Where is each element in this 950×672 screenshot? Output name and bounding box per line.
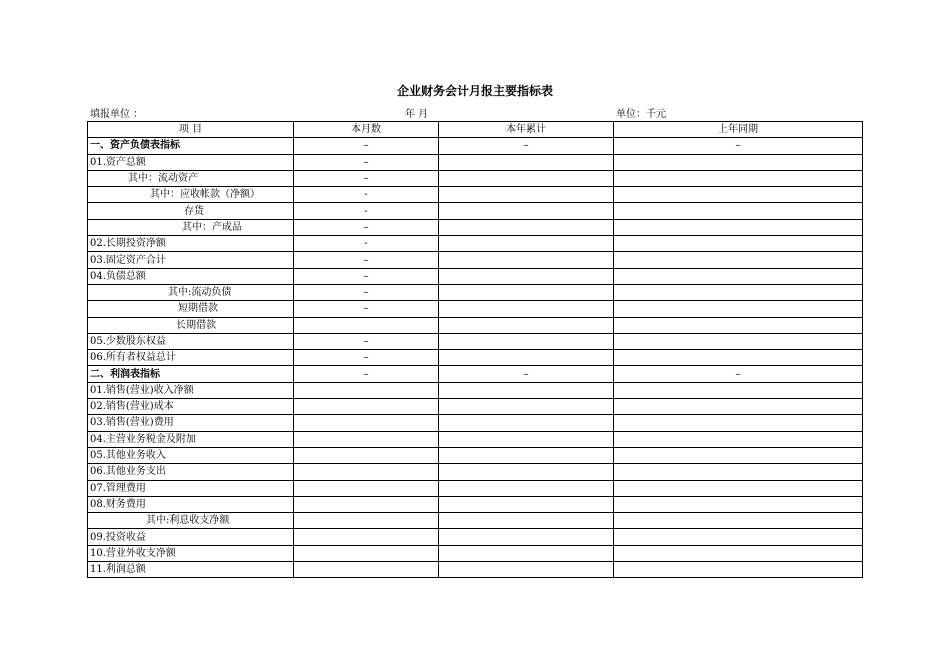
cell-monthly[interactable]: [294, 447, 439, 463]
table-row: [88, 170, 863, 186]
cell-prior[interactable]: [614, 236, 863, 252]
cell-monthly[interactable]: –: [294, 154, 439, 170]
table-row: [88, 529, 863, 545]
row-label[interactable]: 03.销售(营业)费用: [88, 415, 294, 431]
cell-prior[interactable]: [614, 513, 863, 529]
row-label[interactable]: 04.负债总额: [88, 268, 294, 284]
row-label[interactable]: 05.其他业务收入: [88, 447, 294, 463]
table-row: [88, 399, 863, 415]
cell-ytd[interactable]: [439, 431, 614, 447]
row-label[interactable]: 长期借款: [88, 317, 294, 333]
cell-monthly[interactable]: [294, 431, 439, 447]
cell-ytd[interactable]: [439, 301, 614, 317]
row-label[interactable]: 01.资产总额: [88, 154, 294, 170]
cell-ytd[interactable]: [439, 350, 614, 366]
cell-monthly[interactable]: [294, 496, 439, 512]
table-row: [88, 301, 863, 317]
row-label[interactable]: 04.主营业务税金及附加: [88, 431, 294, 447]
cell-prior[interactable]: [614, 333, 863, 349]
table-row: [88, 464, 863, 480]
table-row: [88, 496, 863, 512]
cell-prior[interactable]: [614, 170, 863, 186]
cell-prior[interactable]: [614, 415, 863, 431]
row-label[interactable]: 01.销售(营业)收入净额: [88, 382, 294, 398]
row-label[interactable]: 短期借款: [88, 301, 294, 317]
cell-prior[interactable]: [614, 350, 863, 366]
cell-prior[interactable]: [614, 562, 863, 578]
cell-monthly[interactable]: [294, 399, 439, 415]
table-row: [88, 480, 863, 496]
row-label[interactable]: 02.销售(营业)成本: [88, 399, 294, 415]
table-row: [88, 415, 863, 431]
cell-ytd[interactable]: [439, 284, 614, 300]
table-row: [88, 252, 863, 268]
cell-ytd[interactable]: [439, 154, 614, 170]
cell-ytd[interactable]: [439, 562, 614, 578]
cell-prior[interactable]: [614, 496, 863, 512]
row-label[interactable]: 二、利润表指标: [88, 366, 294, 382]
cell-monthly[interactable]: –: [294, 252, 439, 268]
cell-monthly[interactable]: [294, 529, 439, 545]
row-label[interactable]: 其中:流动负债: [88, 284, 294, 300]
row-label[interactable]: 06.所有者权益总计: [88, 350, 294, 366]
cell-ytd[interactable]: [439, 496, 614, 512]
cell-monthly[interactable]: [294, 513, 439, 529]
cell-prior[interactable]: –: [614, 138, 863, 154]
row-label[interactable]: 06.其他业务支出: [88, 464, 294, 480]
cell-prior[interactable]: [614, 431, 863, 447]
cell-prior[interactable]: [614, 464, 863, 480]
report-title: 企业财务会计月报主要指标表: [396, 84, 553, 98]
cell-prior[interactable]: [614, 301, 863, 317]
cell-prior[interactable]: [614, 154, 863, 170]
cell-ytd[interactable]: –: [439, 366, 614, 382]
cell-ytd[interactable]: [439, 529, 614, 545]
row-label[interactable]: 其中：流动资产: [88, 170, 294, 186]
cell-monthly[interactable]: –: [294, 284, 439, 300]
table-row: [88, 513, 863, 529]
row-label[interactable]: 08.财务费用: [88, 496, 294, 512]
cell-ytd[interactable]: [439, 399, 614, 415]
cell-ytd[interactable]: –: [439, 138, 614, 154]
row-label[interactable]: 11.利润总额: [88, 562, 294, 578]
cell-prior[interactable]: [614, 399, 863, 415]
cell-monthly[interactable]: –: [294, 333, 439, 349]
cell-monthly[interactable]: –: [294, 301, 439, 317]
cell-monthly[interactable]: -: [294, 236, 439, 252]
cell-ytd[interactable]: [439, 187, 614, 203]
cell-monthly[interactable]: -: [294, 203, 439, 219]
row-label[interactable]: 10.营业外收支净额: [88, 545, 294, 561]
row-label[interactable]: 一、资产负债表指标: [88, 138, 294, 154]
cell-ytd[interactable]: [439, 415, 614, 431]
cell-prior[interactable]: [614, 187, 863, 203]
row-label[interactable]: 其中：应收帐款（净额）: [88, 187, 294, 203]
cell-monthly[interactable]: [294, 562, 439, 578]
cell-monthly[interactable]: [294, 415, 439, 431]
table-row: [88, 545, 863, 561]
cell-ytd[interactable]: [439, 203, 614, 219]
cell-prior[interactable]: [614, 252, 863, 268]
table-row: [88, 431, 863, 447]
cell-monthly[interactable]: –: [294, 366, 439, 382]
table-row: [88, 366, 863, 382]
cell-ytd[interactable]: [439, 464, 614, 480]
column-header-prior-year: 上年同期: [614, 122, 863, 138]
cell-monthly[interactable]: [294, 382, 439, 398]
table-row: [88, 219, 863, 235]
table-row: [88, 268, 863, 284]
table-row: [88, 138, 863, 154]
column-header-item: 项 目: [88, 122, 294, 138]
table-row: [88, 187, 863, 203]
cell-prior[interactable]: [614, 480, 863, 496]
table-row: [88, 317, 863, 333]
row-label[interactable]: 03.固定资产合计: [88, 252, 294, 268]
column-header-monthly: 本月数: [294, 122, 439, 138]
table-row: [88, 350, 863, 366]
cell-prior[interactable]: [614, 203, 863, 219]
table-row: [88, 562, 863, 578]
table-row: [88, 203, 863, 219]
table-row: [88, 236, 863, 252]
table-row: [88, 284, 863, 300]
fill-unit-label: 填报单位 ：: [90, 109, 144, 120]
currency-unit-label: 单位：千元: [616, 109, 666, 120]
column-header-ytd: 本年累计: [439, 122, 614, 138]
cell-monthly[interactable]: –: [294, 219, 439, 235]
row-label[interactable]: 02.长期投资净额: [88, 236, 294, 252]
cell-monthly[interactable]: [294, 317, 439, 333]
cell-monthly[interactable]: –: [294, 350, 439, 366]
row-label[interactable]: 09.投资收益: [88, 529, 294, 545]
row-label[interactable]: 07.管理费用: [88, 480, 294, 496]
row-label[interactable]: 其中:利息收支净额: [88, 513, 294, 529]
table-row: [88, 333, 863, 349]
cell-ytd[interactable]: [439, 268, 614, 284]
cell-prior[interactable]: [614, 284, 863, 300]
table-header-row: [88, 122, 863, 138]
cell-prior[interactable]: –: [614, 366, 863, 382]
cell-ytd[interactable]: [439, 252, 614, 268]
cell-prior[interactable]: [614, 268, 863, 284]
row-label[interactable]: 其中：产成品: [88, 219, 294, 235]
cell-monthly[interactable]: –: [294, 170, 439, 186]
cell-monthly[interactable]: [294, 480, 439, 496]
cell-monthly[interactable]: –: [294, 138, 439, 154]
cell-ytd[interactable]: [439, 219, 614, 235]
cell-prior[interactable]: [614, 219, 863, 235]
cell-ytd[interactable]: [439, 236, 614, 252]
cell-prior[interactable]: [614, 382, 863, 398]
cell-prior[interactable]: [614, 317, 863, 333]
cell-ytd[interactable]: [439, 447, 614, 463]
table-row: [88, 382, 863, 398]
cell-ytd[interactable]: [439, 480, 614, 496]
cell-prior[interactable]: [614, 545, 863, 561]
cell-ytd[interactable]: [439, 317, 614, 333]
row-label[interactable]: 05.少数股东权益: [88, 333, 294, 349]
cell-ytd[interactable]: [439, 382, 614, 398]
cell-prior[interactable]: [614, 529, 863, 545]
cell-ytd[interactable]: [439, 333, 614, 349]
cell-prior[interactable]: [614, 447, 863, 463]
cell-monthly[interactable]: –: [294, 268, 439, 284]
cell-monthly[interactable]: [294, 545, 439, 561]
cell-ytd[interactable]: [439, 170, 614, 186]
indicator-table: [87, 121, 863, 578]
cell-monthly[interactable]: [294, 464, 439, 480]
table-row: [88, 447, 863, 463]
table-row: [88, 154, 863, 170]
row-label[interactable]: 存货: [88, 203, 294, 219]
report-date-label: 年 月: [405, 109, 429, 120]
cell-ytd[interactable]: [439, 545, 614, 561]
cell-ytd[interactable]: [439, 513, 614, 529]
cell-monthly[interactable]: -: [294, 187, 439, 203]
